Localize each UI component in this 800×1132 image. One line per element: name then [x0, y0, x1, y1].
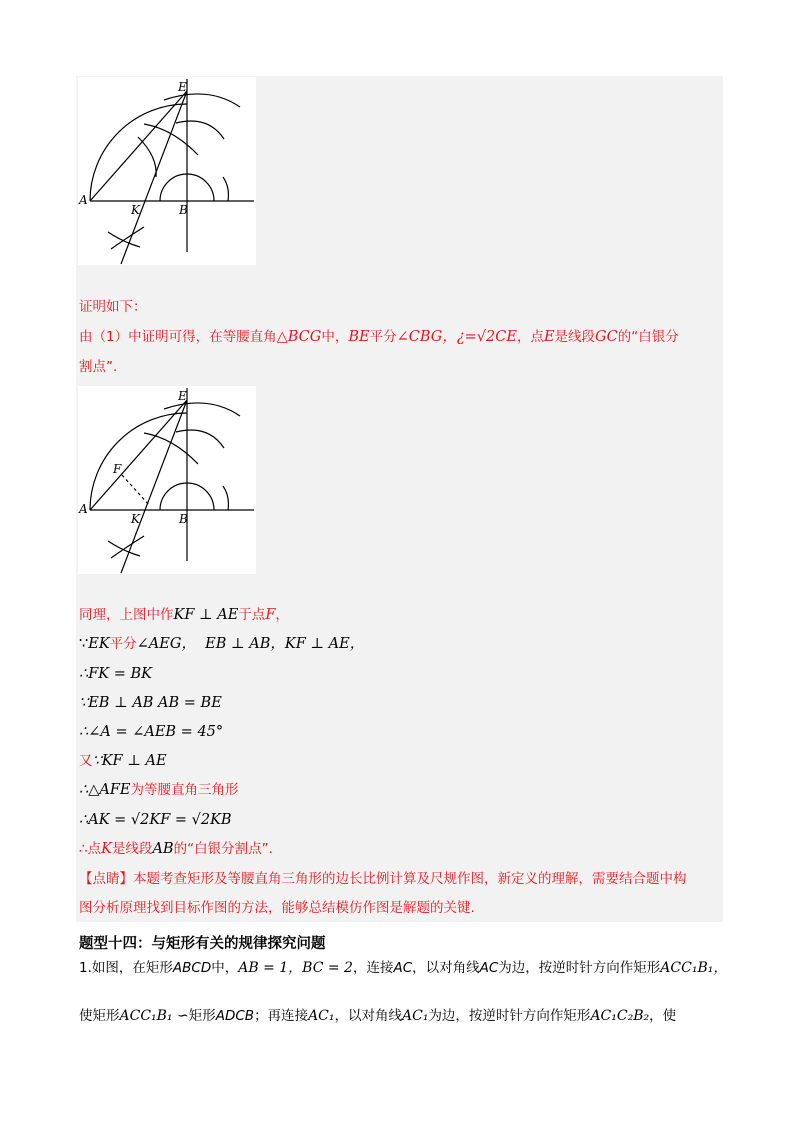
proof-line-10: ∴△AFE为等腰直角三角形 [79, 782, 239, 798]
section-title: 题型十四：与矩形有关的规律探究问题 [79, 936, 326, 952]
proof-line-11: ∴AK = √2KF = √2KB [79, 812, 232, 828]
proof-line-9: 又∵KF ⊥ AE [79, 753, 167, 769]
proof-line-2: 由（1）中证明可得，在等腰直角△BCG中，BE平分∠CBG，¿=√2CE，点E是线段GC的“白银分 [79, 329, 679, 345]
label-K: K [131, 512, 140, 526]
proof-line-3: 割点”． [79, 359, 127, 375]
label-E: E [178, 389, 187, 403]
proof-line-12: ∴点K是线段AB的“白银分割点”． [79, 841, 283, 857]
proof-line-7: ∵EB ⊥ AB AB = BE [79, 695, 222, 711]
proof-intro: 证明如下： [79, 299, 147, 315]
label-A: A [79, 193, 88, 207]
label-K: K [131, 203, 140, 217]
question-line-1: 1.如图，在矩形ABCD中，AB = 1，BC = 2，连接AC，以对角线AC为边，按逆时针方向作矩形ACC₁B₁， [79, 960, 728, 976]
question-line-2: 使矩形ACC₁B₁ ∽矩形ADCB；再连接AC₁，以对角线AC₁为边，按逆时针方向作矩形AC₁C₂B₂，使 [79, 1008, 677, 1024]
label-E: E [178, 80, 187, 94]
geometry-figure-1 [78, 77, 256, 265]
proof-line-6: ∴FK = BK [79, 666, 152, 682]
key-point-line-1: 【点睛】本题考查矩形及等腰直角三角形的边长比例计算及尺规作图，新定义的理解，需要结合题中构 [79, 871, 687, 887]
label-A: A [79, 502, 88, 516]
label-F: F [113, 462, 122, 476]
label-B: B [179, 512, 188, 526]
proof-line-5: ∵EK平分∠AEG， EB ⊥ AB，KF ⊥ AE， [79, 636, 365, 652]
geometry-figure-2 [78, 386, 256, 574]
proof-line-8: ∴∠A = ∠AEB = 45° [79, 724, 224, 740]
proof-line-4: 同理，上图中作KF ⊥ AE于点F， [79, 607, 289, 623]
label-B: B [179, 203, 188, 217]
key-point-line-2: 图分析原理找到目标作图的方法，能够总结模仿作图是解题的关键. [79, 900, 475, 916]
